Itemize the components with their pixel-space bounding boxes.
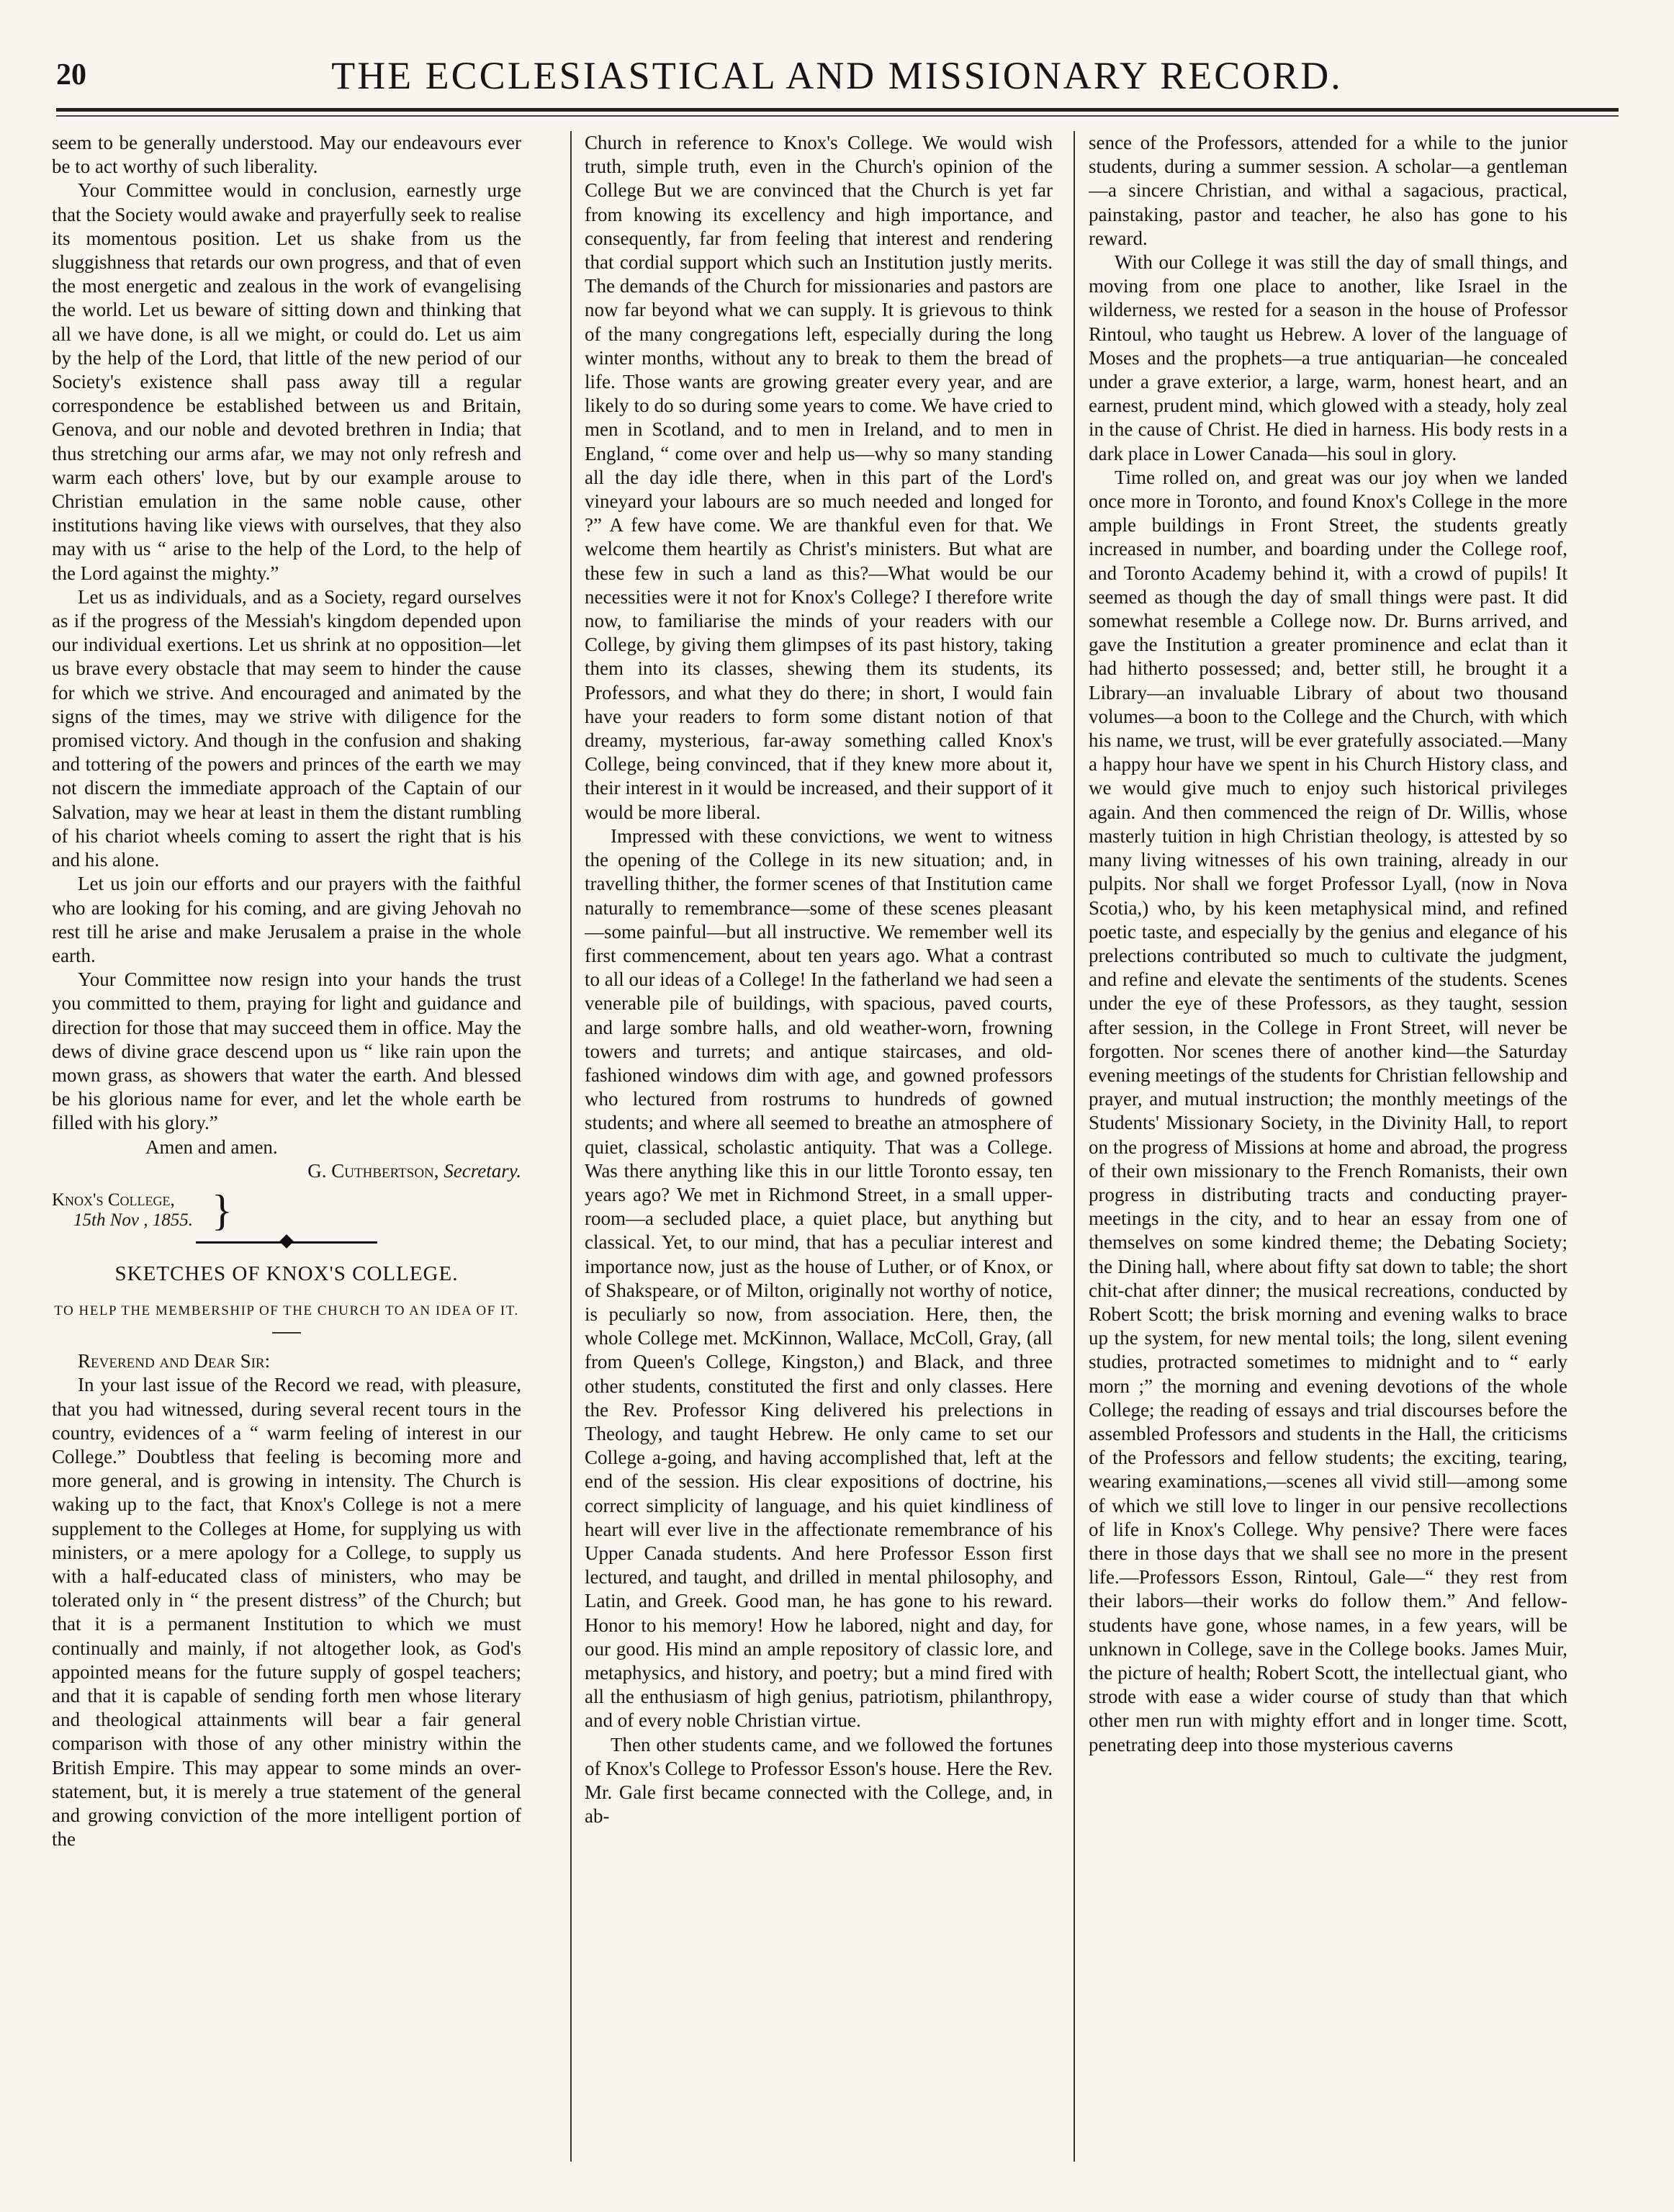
header-rule — [56, 108, 1619, 112]
paragraph: Church in reference to Knox's College. We would wish truth, simple truth, even in the Church's opinion of the College But we are convinced that the Church is yet far from knowing its excellency and high importance, and consequently, far from feeling that interest and rendering that cordial support which such an Institution justly merits. The demands of the Church for missionaries and pastors are now far beyond what we can supply. It is grievous to think of the many congregations left, especially during the long winter months, without any to break to them the bread of life. Those wants are growing greater every year, and are likely to do so during some years to come. We have cried to men in Scotland, and to men in Ireland, and to men in England, “ come over and help us—why so many standing all the day idle there, when in this part of the Lord's vineyard your labours are so much needed and longed for ?” A few have come. We are thankful even for that. We welcome them heartily as Christ's ministers. But what are these few in such a land as this?—What would be our necessities were it not for Knox's College? I therefore write now, to familiarise the minds of your readers with our College, by giving them glimpses of its past history, taking them into its classes, shewing them its students, its Professors, and what they do there; in short, I would fain have your readers to form some distant notion of that dreamy, mysterious, far-away something called Knox's College, being convinced, that if they knew more about it, their interest in it would be increased, and their support of it would be more liberal. — [585, 132, 1053, 823]
running-title: THE ECCLESIASTICAL AND MISSIONARY RECORD. — [331, 54, 1343, 97]
header-rule-thin — [56, 115, 1619, 117]
column-divider — [570, 131, 572, 2162]
column-2 — [585, 131, 1053, 2147]
ornament-diamond — [279, 1234, 294, 1249]
section-title: SKETCHES OF KNOX'S COLLEGE. — [114, 1262, 459, 1285]
dateline — [52, 1186, 521, 1234]
column-3 — [1089, 131, 1567, 2147]
dateline-place: Knox's College, — [52, 1190, 175, 1210]
paragraph: Your Committee now resign into your hands the trust you committed to them, praying for light and guidance and direction for those that may succeed them in office. May the dews of divine grace descend upon us “ like rain upon the mown grass, as showers that water the earth. And blessed be his glorious name for ever, and let the whole earth be filled with his glory.” — [52, 968, 521, 1134]
signature-role: Secretary. — [444, 1159, 521, 1182]
signature — [52, 1159, 521, 1183]
short-rule — [272, 1332, 301, 1334]
paragraph: seem to be generally understood. May our endeavours ever be to act worthy of such liberality. — [52, 132, 521, 178]
column-1 — [52, 131, 521, 2147]
page-number: 20 — [56, 58, 86, 91]
paragraph: In your last issue of the Record we read, with pleasure, that you had witnessed, during several recent tours in the country, evidences of a “ warm feeling of interest in our College.” Doubtless that feeling is becoming more and more general, and is growing in intensity. The Church is waking up to the fact, that Knox's College is not a mere supplement to the Colleges at Home, for supplying us with ministers, or a mere apology for a College, to supply us with a half-educated class of ministers, who may be tolerated only in “ the present distress” of the Church; but that it is a permanent Institution to which we must continually and mainly, if not altogether look, as God's appointed means for the future supply of gospel teachers; and that it is capable of sending forth men whose literary and theological attainments will bear a fair general comparison with those of any other ministry within the British Empire. This may appear to some minds an over-statement, but, it is merely a true statement of the general and growing conviction of the more intelligent portion of the — [52, 1374, 521, 1851]
paragraph: With our College it was still the day of small things, and moving from one place to another, like Israel in the wilderness, we rested for a season in the house of Professor Rintoul, who taught us Hebrew. A lover of the language of Moses and the prophets—a true antiquarian—he concealed under a grave exterior, a large, warm, honest heart, and an earnest, prudent mind, which glowed with a steady, holy zeal in the cause of Christ. He died in harness. His body rests in a dark place in Lower Canada—his soul in glory. — [1089, 251, 1567, 464]
amen-line: Amen and amen. — [145, 1136, 278, 1158]
paragraph: Let us as individuals, and as a Society, regard ourselves as if the progress of the Messiah's kingdom depended upon our individual exertions. Let us shrink at no opposition—let us brave every obstacle that may seem to hinder the cause for which we strive. And encouraged and animated by the signs of the times, may we strive with diligence for the promised victory. And though in the confusion and shaking and tottering of the powers and princes of the earth we may not discern the immediate approach of the Captain of our Salvation, may we hear at least in them the distant rumbling of his chariot wheels coming to assert the right that is his and his alone. — [52, 585, 521, 871]
paragraph: Let us join our efforts and our prayers with the faithful who are looking for his coming, and are giving Jehovah no rest till he arise and make Jerusalem a praise in the whole earth. — [52, 873, 521, 966]
dateline-date: 15th Nov , 1855. — [73, 1210, 193, 1230]
signature-name: G. Cuthbertson, — [307, 1159, 439, 1182]
page-header — [50, 45, 1624, 102]
salutation: Reverend and Dear Sir: — [78, 1350, 271, 1372]
section-ornament — [52, 1235, 521, 1249]
paragraph: sence of the Professors, attended for a while to the junior students, during a summer session. A scholar—a gentleman—a sincere Christian, and withal a sagacious, practical, painstaking, pastor and teacher, he also has gone to his reward. — [1089, 132, 1567, 249]
brace-glyph: } — [211, 1186, 233, 1234]
paragraph: Impressed with these convictions, we went to witness the opening of the College in its new situation; and, in travelling thither, the former scenes of that Institution came naturally to remembrance—some of these scenes pleasant—some painful—but all instructive. We remember well its first commencement, about ten years ago. What a contrast to all our ideas of a College! In the fatherland we had seen a venerable pile of buildings, with spacious, paved courts, and large sombre halls, and old weather-worn, frowning towers and turrets; and antique staircases, and old-fashioned windows dim with age, and gowned professors who lectured from rostrums to hundreds of gowned students; and where all seemed to breathe an atmosphere of quiet, classical, scholastic antiquity. That was a College. Was there anything like this in our little Toronto essay, ten years ago? We met in Richmond Street, in a small upper-room—a secluded place, a quiet place, but anything but classical. Yet, to our mind, that has a peculiar interest and importance now, just as the house of Luther, or of Knox, or of Shakspeare, or of Milton, originally not worthy of notice, is peculiarly so now, from association. Here, then, the whole College met. McKinnon, Wallace, McColl, Gray, (all from Queen's College, Kingston,) and Black, and three other students, constituted the first and only classes. Here the Rev. Professor King delivered his prelections in Theology, and taught Hebrew. He only came to set our College a-going, and having accomplished that, left at the end of the session. His clear expositions of doctrine, his correct simplicity of language, and his quiet kindliness of heart will ever live in the affectionate remembrance of his Upper Canada students. And here Professor Esson first lectured, and taught, and drilled in mental philosophy, and Latin, and Greek. Good man, he has gone to his reward. Honor to his memory! How he labored, night and day, for our good. His mind an ample repository of classic lore, and metaphysics, and history, and poetry; but a mind fired with all the enthusiasm of high genius, patriotism, philanthropy, and of every noble Christian virtue. — [585, 824, 1053, 1732]
paragraph: Your Committee would in conclusion, earnestly urge that the Society would awake and prayerfully seek to realise its momentous position. Let us shake from us the sluggishness that retards our own progress, and that of even the most energetic and zealous in the work of evangelising the world. Let us beware of sitting down and thinking that all we have done, is all we might, or could do. Let us aim by the help of the Lord, that little of the new period of our Society's existence shall pass away till a regular correspondence be established between us and Britain, Genova, and our noble and devoted brethren in India; that thus stretching our arms afar, we may not only refresh and warm each others' love, but by our example arouse to Christian emulation in the same noble cause, other institutions having like views with ourselves, that they also may with us “ arise to the help of the Lord, to the help of the Lord against the mighty.” — [52, 179, 521, 584]
column-divider — [1074, 131, 1075, 2162]
paragraph: Then other students came, and we followed the fortunes of Knox's College to Professor Esson's house. Here the Rev. Mr. Gale first became connected with the College, and, in ab- — [585, 1733, 1053, 1827]
section-subtitle: TO HELP THE MEMBERSHIP OF THE CHURCH TO AN IDEA OF IT. — [54, 1303, 519, 1319]
paragraph: Time rolled on, and great was our joy when we landed once more in Toronto, and found Knox's College in the more ample buildings in Front Street, the students greatly increased in number, and boarding under the College roof, and Toronto Academy behind it, with a crowd of pupils! It seemed as though the day of small things were past. It did somewhat resemble a College now. Dr. Burns arrived, and gave the Institution a greater prominence and eclat than it had hitherto possessed; and, better still, he brought it a Library—an invaluable Library of about two thousand volumes—a boon to the College and the Church, with which his name, we trust, will be ever gratefully associated.—Many a happy hour have we spent in his Church History class, and we would give much to enjoy such historical privileges again. And then commenced the reign of Dr. Willis, whose masterly tuition in high Christian theology, is attested by so many living witnesses of his own training, already in our pulpits. Nor shall we forget Professor Lyall, (now in Nova Scotia,) who, by his keen metaphysical mind, and refined poetic taste, and especially by the genius and elegance of his prelections contributed so much to cultivate the judgment, and refine and elevate the sentiments of the students. Scenes under the eye of these Professors, as they taught, session after session, in the College in Front Street, will never be forgotten. Nor scenes there of another kind—the Saturday evening meetings of the students for Christian fellowship and prayer, and mutual instruction; the monthly meetings of the Students' Missionary Society, in the Divinity Hall, to report on the progress of Missions at home and abroad, the progress of their own missionary to the French Romanists, their own progress in distributing tracts and conducting prayer-meetings in the city, and to hear an essay from one of themselves on some kindred theme; the Debating Society; the Dining hall, where about fifty sat down to table; the short chit-chat after dinner; the musical recreations, conducted by Robert Scott; the brisk morning and evening walks to brace up the system, for new mental toils; the long, silent evening studies, protracted sometimes to midnight and to “ early morn ;” the morning and evening devotions of the whole College; the reading of essays and trial discourses before the assembled Professors and students in the Hall, the criticisms of the Professors and fellow students; the exciting, tearing, wearing examinations,—scenes all vivid still—among some of which we still love to linger in our pensive recollections of life in Knox's College. Why pensive? There were faces there in those days that we shall see no more in the present life.—Professors Esson, Rintoul, Gale—“ they rest from their labors—their works do follow them.” And fellow-students have gone, whose names, in a few years, will be unknown in College, save in the College books. James Muir, the picture of health; Robert Scott, the intellectual giant, who strode with ease a wider course of study than that which other men run with mighty effort and in longer time. Scott, penetrating deep into those mysterious caverns — [1089, 466, 1567, 1755]
